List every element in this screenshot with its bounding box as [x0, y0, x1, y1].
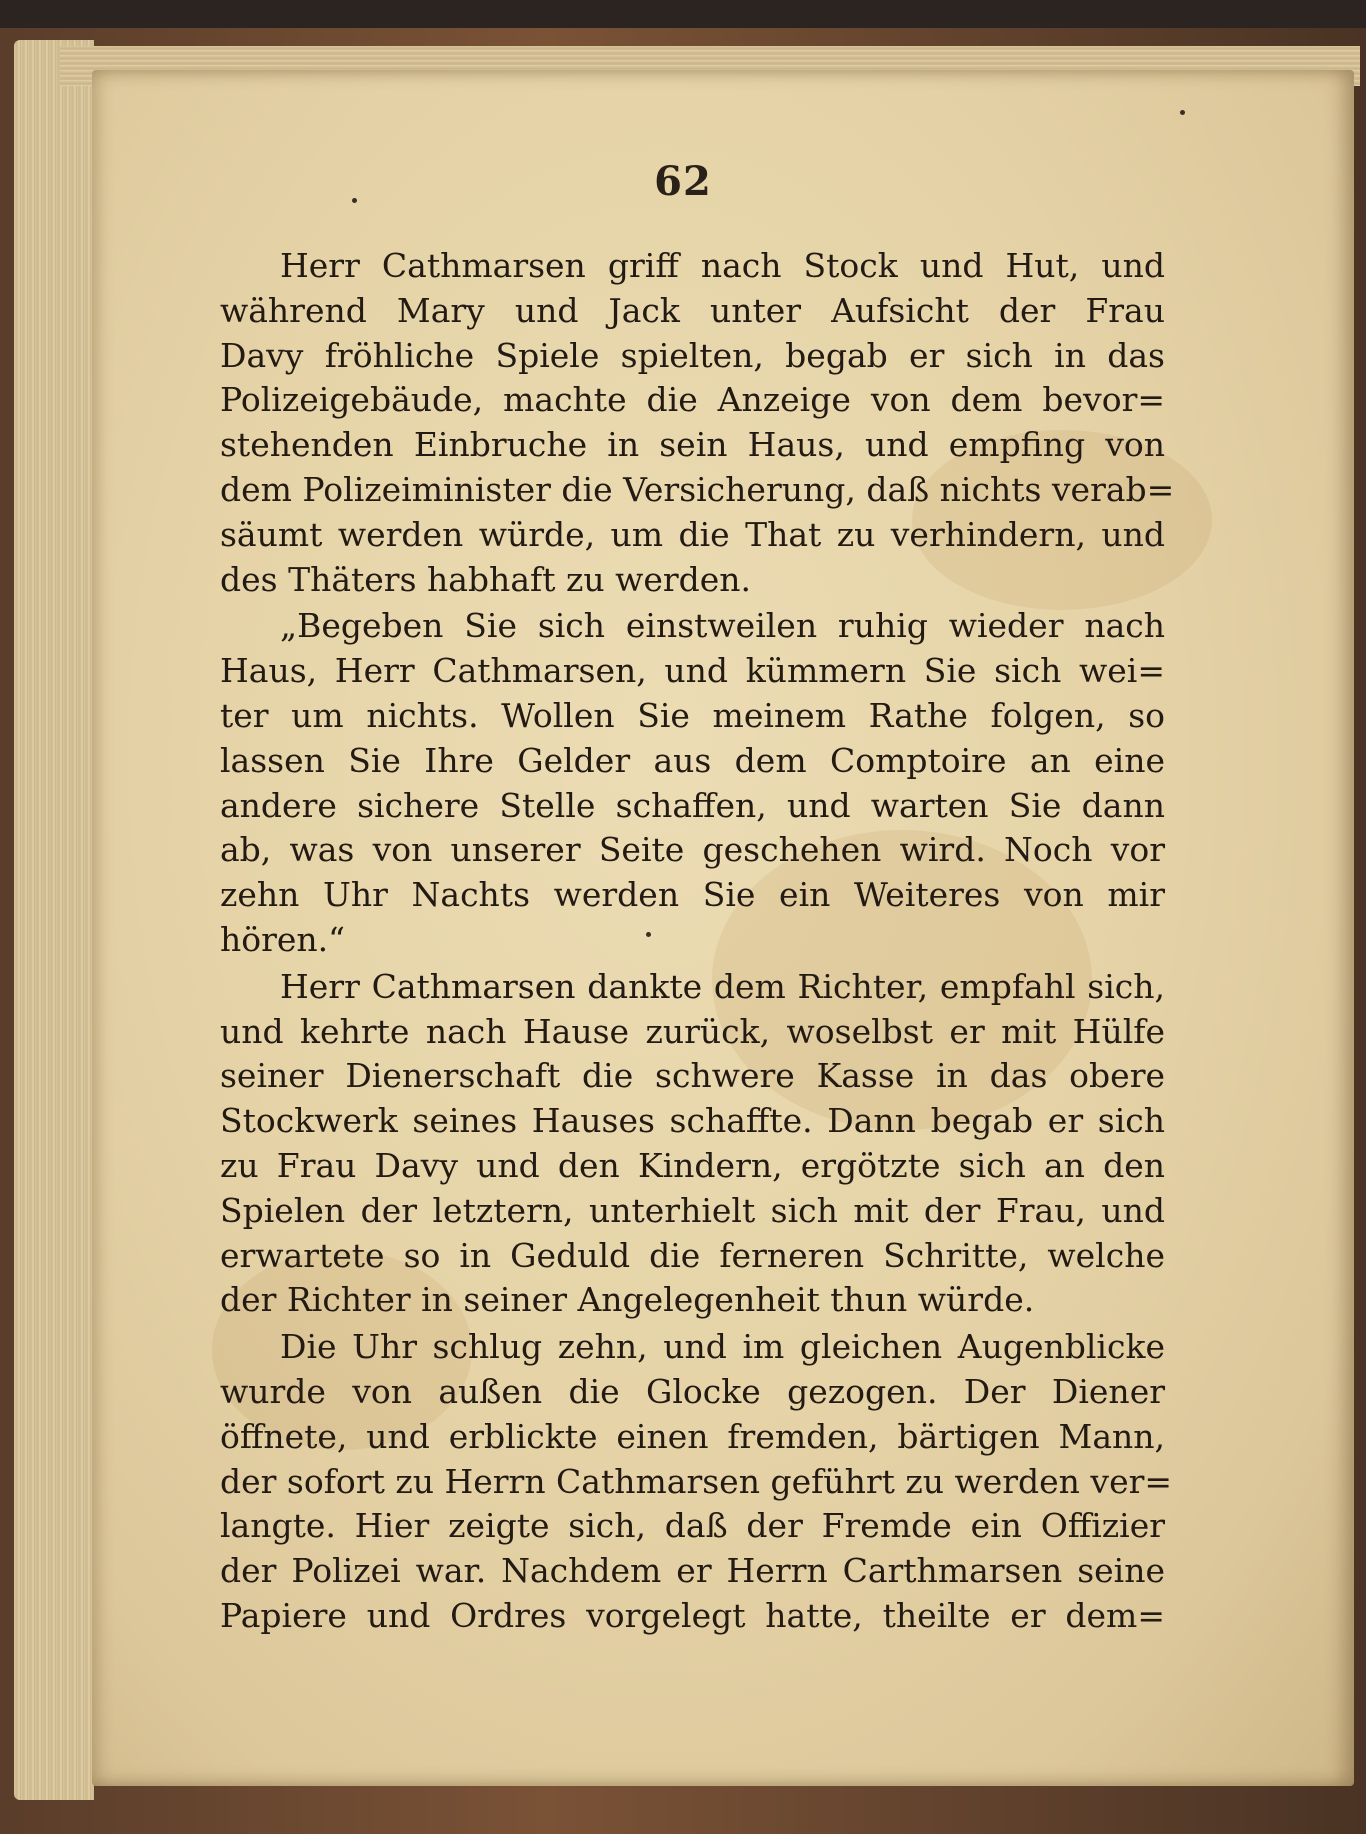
text-line: hören.“	[220, 919, 346, 959]
text-line: Herr Cathmarsen dankte dem Richter, empfahl sich,	[280, 966, 1165, 1006]
page-number: 62	[654, 158, 712, 205]
text-line: „Begeben Sie sich einstweilen ruhig wieder nach	[280, 606, 1165, 646]
text-line: Polizeigebäude, machte die Anzeige von dem bevor=	[220, 380, 1165, 420]
text-line: erwartete so in Geduld die ferneren Schritte, welche	[220, 1235, 1165, 1275]
text-line: und kehrte nach Hause zurück, woselbst er mit Hülfe	[220, 1011, 1165, 1051]
text-line: stehenden Einbruche in sein Haus, und empfing von	[220, 425, 1165, 465]
text-line: Die Uhr schlug zehn, und im gleichen Augenblicke	[280, 1327, 1165, 1367]
text-line: andere sichere Stelle schaffen, und warten Sie dann	[220, 785, 1165, 825]
text-line: langte. Hier zeigte sich, daß der Fremde ein Offizier	[220, 1506, 1165, 1546]
text-line: Davy fröhliche Spiele spielten, begab er sich in das	[220, 335, 1165, 375]
ink-speck	[1180, 110, 1185, 115]
paragraph	[220, 244, 1175, 602]
text-line: zehn Uhr Nachts werden Sie ein Weiteres von mir	[220, 875, 1165, 915]
text-line: ter um nichts. Wollen Sie meinem Rathe folgen, so	[220, 695, 1165, 735]
text-line: des Thäters habhaft zu werden.	[220, 559, 752, 599]
paragraph	[220, 1325, 1173, 1639]
body-text	[220, 244, 1175, 1639]
text-line: Papiere und Ordres vorgelegt hatte, theilte er dem=	[220, 1595, 1165, 1635]
text-line: lassen Sie Ihre Gelder aus dem Comptoire an eine	[220, 740, 1165, 780]
text-line: ab, was von unserer Seite geschehen wird. Noch vor	[220, 830, 1165, 870]
text-line: seiner Dienerschaft die schwere Kasse in das obere	[220, 1056, 1165, 1096]
text-line: säumt werden würde, um die That zu verhindern, und	[220, 514, 1165, 554]
text-line: wurde von außen die Glocke gezogen. Der Diener	[220, 1371, 1165, 1411]
text-line: Spielen der letztern, unterhielt sich mit der Frau, und	[220, 1190, 1165, 1230]
paragraph	[220, 604, 1165, 962]
text-line: der Polizei war. Nachdem er Herrn Carthmarsen seine	[220, 1551, 1165, 1591]
text-line: Haus, Herr Cathmarsen, und kümmern Sie sich wei=	[220, 651, 1165, 691]
text-line: Stockwerk seines Hauses schaffte. Dann begab er sich	[220, 1101, 1165, 1141]
text-line: der Richter in seiner Angelegenheit thun würde.	[220, 1280, 1035, 1320]
text-line: während Mary und Jack unter Aufsicht der Frau	[220, 290, 1165, 330]
text-line: Herr Cathmarsen griff nach Stock und Hut, und	[280, 246, 1165, 285]
text-line: der sofort zu Herrn Cathmarsen geführt zu werden ver=	[220, 1461, 1173, 1501]
page-stack-edge	[14, 40, 94, 1800]
paragraph	[220, 965, 1165, 1323]
text-line: öffnete, und erblickte einen fremden, bärtigen Mann,	[220, 1416, 1165, 1456]
text-line: dem Polizeiminister die Versicherung, daß nichts verab=	[220, 469, 1175, 509]
text-line: zu Frau Davy und den Kindern, ergötzte sich an den	[220, 1145, 1165, 1185]
